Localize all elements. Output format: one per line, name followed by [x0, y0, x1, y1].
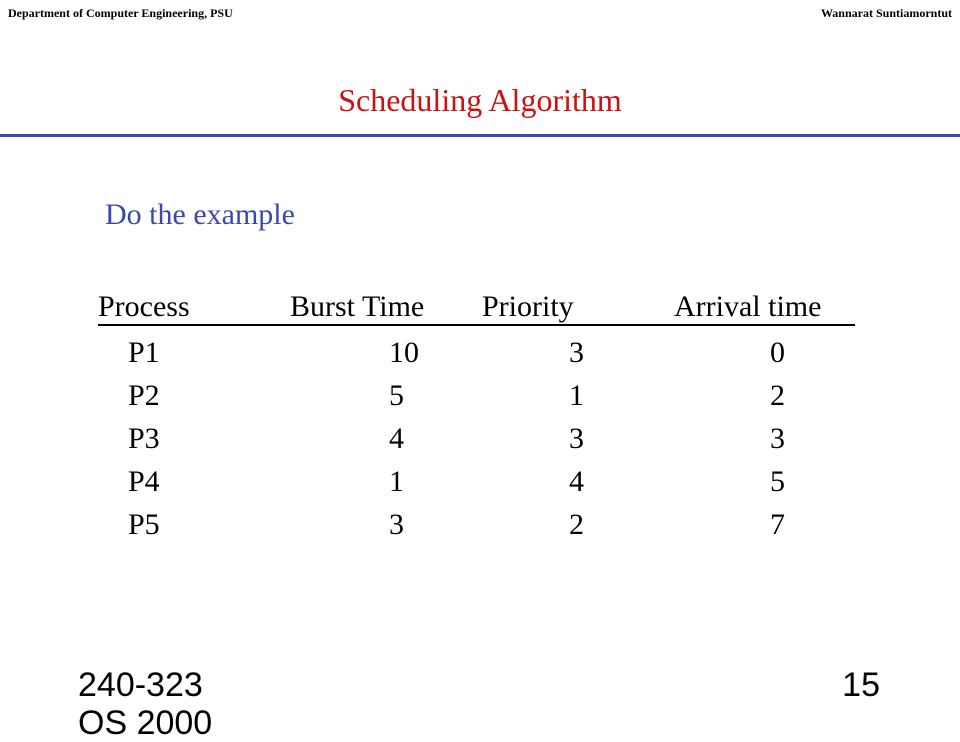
cell-priority: 3: [569, 336, 584, 369]
course-code: [78, 666, 212, 742]
cell-burst: 3: [389, 508, 404, 541]
cell-process: P4: [128, 465, 160, 498]
table-row: [98, 508, 855, 551]
table-row: [98, 465, 855, 508]
cell-priority: 3: [569, 422, 584, 455]
header-author: Wannarat Suntiamorntut: [820, 6, 952, 20]
slide-title: Scheduling Algorithm: [338, 82, 622, 118]
cell-process: P1: [128, 336, 160, 369]
subtitle: Do the example: [105, 198, 295, 231]
col-burst-time: Burst Time: [290, 290, 425, 323]
cell-process: P5: [128, 508, 160, 541]
table-row: [98, 336, 855, 379]
cell-burst: 5: [389, 379, 404, 412]
cell-arrival: 2: [770, 379, 785, 412]
page-number: 15: [842, 666, 880, 704]
col-arrival-time: Arrival time: [674, 290, 822, 323]
col-process: Process: [98, 290, 190, 323]
cell-burst: 4: [389, 422, 404, 455]
table-row: [98, 422, 855, 465]
cell-process: P3: [128, 422, 160, 455]
cell-arrival: 0: [770, 336, 785, 369]
course-number: 240-323: [78, 666, 203, 704]
cell-priority: 1: [569, 379, 584, 412]
cell-burst: 10: [389, 336, 419, 369]
cell-burst: 1: [389, 465, 404, 498]
title-divider: [0, 134, 960, 137]
cell-priority: 4: [569, 465, 584, 498]
cell-priority: 2: [569, 508, 584, 541]
table-row: [98, 379, 855, 422]
cell-process: P2: [128, 379, 160, 412]
cell-arrival: 5: [770, 465, 785, 498]
course-subtitle: OS 2000: [78, 704, 213, 742]
cell-arrival: 7: [770, 508, 785, 541]
process-table: [98, 290, 855, 551]
col-priority: Priority: [482, 290, 574, 323]
header-department: Department of Computer Engineering, PSU: [8, 6, 233, 20]
table-header-row: [98, 290, 855, 326]
cell-arrival: 3: [770, 422, 785, 455]
